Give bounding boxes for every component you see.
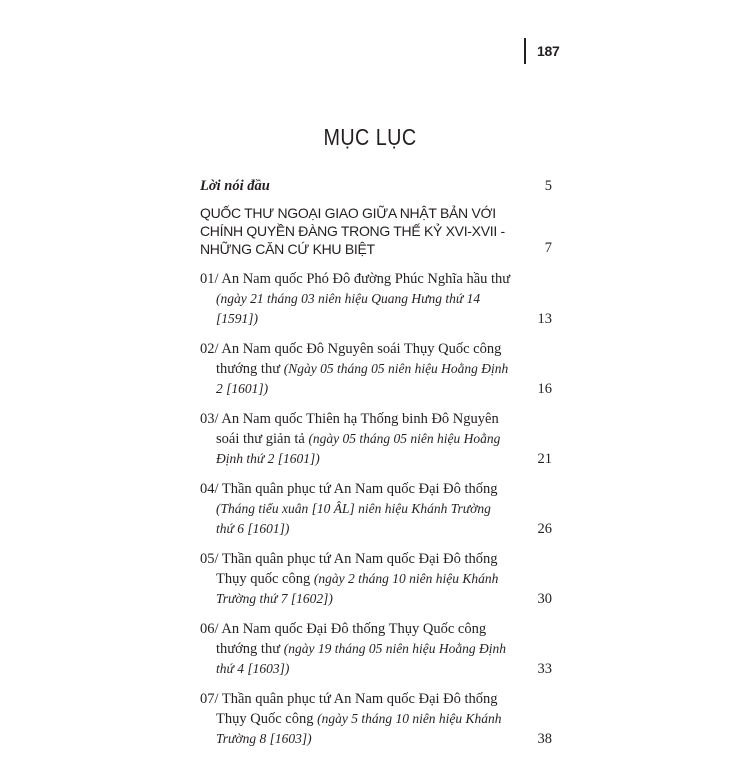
toc-entry[interactable] bbox=[200, 339, 552, 399]
toc-entry-page: 26 bbox=[537, 521, 552, 537]
page-title: MỤC LỤC bbox=[323, 124, 417, 150]
toc-entry-title: 05/ Thần quân phục tứ An Nam quốc Đại Đô thống Thụy quốc công bbox=[200, 551, 498, 587]
page-number: 187 bbox=[537, 43, 560, 59]
table-of-contents bbox=[200, 176, 552, 759]
toc-entry[interactable] bbox=[200, 409, 552, 469]
toc-entry-page: 30 bbox=[537, 591, 552, 607]
toc-entry-title: 04/ Thần quân phục tứ An Nam quốc Đại Đô thống bbox=[200, 481, 498, 497]
toc-entry-subtitle: (ngày 5 tháng 10 niên hiệu Khánh Trường 8 [1603]) bbox=[216, 711, 502, 746]
toc-entry-page: 13 bbox=[537, 311, 552, 327]
toc-entry-page: 16 bbox=[537, 381, 552, 397]
toc-entry-page: 7 bbox=[544, 240, 552, 256]
toc-entry-title: 06/ An Nam quốc Đại Đô thống Thụy Quốc công thướng thư bbox=[200, 621, 487, 657]
toc-entry[interactable] bbox=[200, 269, 552, 329]
toc-entry-title: 02/ An Nam quốc Đô Nguyên soái Thụy Quốc công thướng thư bbox=[200, 341, 502, 377]
toc-entry-title: 07/ Thần quân phục tứ An Nam quốc Đại Đô thống Thụy Quốc công bbox=[200, 691, 498, 727]
toc-entry[interactable] bbox=[200, 549, 552, 609]
toc-entry-preface[interactable] bbox=[200, 176, 552, 196]
toc-entry-subtitle: (ngày 05 tháng 05 niên hiệu Hoằng Định thứ 2 [1601]) bbox=[216, 431, 501, 466]
toc-entry-page: 33 bbox=[537, 661, 552, 677]
toc-entry-subtitle: (Tháng tiểu xuân [10 ÂL] niên hiệu Khánh Trường thứ 6 [1601]) bbox=[216, 501, 491, 536]
toc-entry-label: Lời nói đầu bbox=[200, 178, 270, 194]
toc-entry-page: 38 bbox=[537, 731, 552, 747]
toc-entry-title: 01/ An Nam quốc Phó Đô đường Phúc Nghĩa hầu thư bbox=[200, 271, 511, 287]
toc-entry[interactable] bbox=[200, 479, 552, 539]
toc-entry-subtitle: (ngày 21 tháng 03 niên hiệu Quang Hưng thứ 14 [1591]) bbox=[216, 291, 481, 326]
header-rule bbox=[524, 38, 526, 64]
toc-entry-page: 21 bbox=[537, 451, 552, 467]
toc-entry-label: QUỐC THƯ NGOẠI GIAO GIỮA NHẬT BẢN VỚI CHÍNH QUYỀN ĐÀNG TRONG THẾ KỶ XVI-XVII - NHỮNG CĂN CỨ KHU BIỆT bbox=[200, 205, 505, 257]
toc-entry[interactable] bbox=[200, 689, 552, 749]
toc-entry-title: 03/ An Nam quốc Thiên hạ Thống binh Đô Nguyên soái thư giản tả bbox=[200, 411, 499, 447]
toc-entry-page: 5 bbox=[544, 178, 552, 194]
toc-entry-section[interactable] bbox=[200, 204, 552, 258]
toc-entry[interactable] bbox=[200, 619, 552, 679]
toc-entry-subtitle: (ngày 2 tháng 10 niên hiệu Khánh Trường thứ 7 [1602]) bbox=[216, 571, 499, 606]
toc-entry-subtitle: (Ngày 05 tháng 05 niên hiệu Hoằng Định 2 [1601]) bbox=[216, 361, 509, 396]
toc-entry-subtitle: (ngày 19 tháng 05 niên hiệu Hoằng Định thứ 4 [1603]) bbox=[216, 641, 507, 676]
